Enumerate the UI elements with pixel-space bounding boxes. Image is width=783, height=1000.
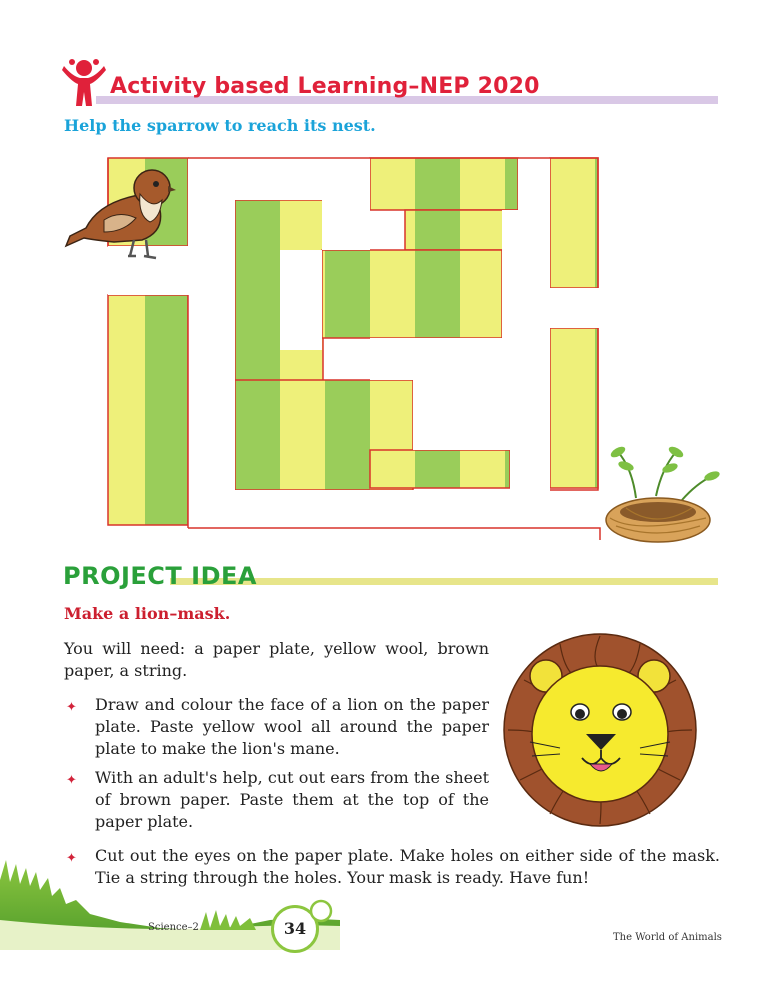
sparrow-icon [64, 160, 176, 264]
lion-mask-icon [500, 630, 700, 830]
star-bullet-icon: ✦ [66, 851, 77, 866]
page-circle-accent [308, 898, 334, 924]
step-1-text: Draw and colour the face of a lion on the paper plate. Paste yellow wool all around the paper plate to make the lion's mane. [95, 695, 489, 758]
star-bullet-icon: ✦ [66, 773, 77, 788]
star-bullet-icon: ✦ [66, 700, 77, 715]
activity-title: Activity based Learning–NEP 2020 [110, 74, 540, 99]
footer-chapter: The World of Animals [613, 932, 722, 943]
project-heading: Make a lion–mask. [64, 604, 231, 623]
footer-subject: Science–2 [148, 922, 199, 933]
maze [100, 150, 610, 545]
maze-instruction: Help the sparrow to reach its nest. [64, 116, 376, 135]
step-3-text: Cut out the eyes on the paper plate. Make holes on either side of the mask. Tie a string through the holes. Your mask is ready. Have fun! [95, 846, 720, 887]
project-title: PROJECT IDEA [63, 562, 257, 590]
page-number: 34 [271, 905, 319, 953]
step-2-text: With an adult's help, cut out ears from the sheet of brown paper. Paste them at the top of the paper plate. [95, 768, 489, 831]
nest-icon [596, 438, 722, 548]
materials-text: You will need: a paper plate, yellow wool, brown paper, a string. [64, 639, 489, 680]
